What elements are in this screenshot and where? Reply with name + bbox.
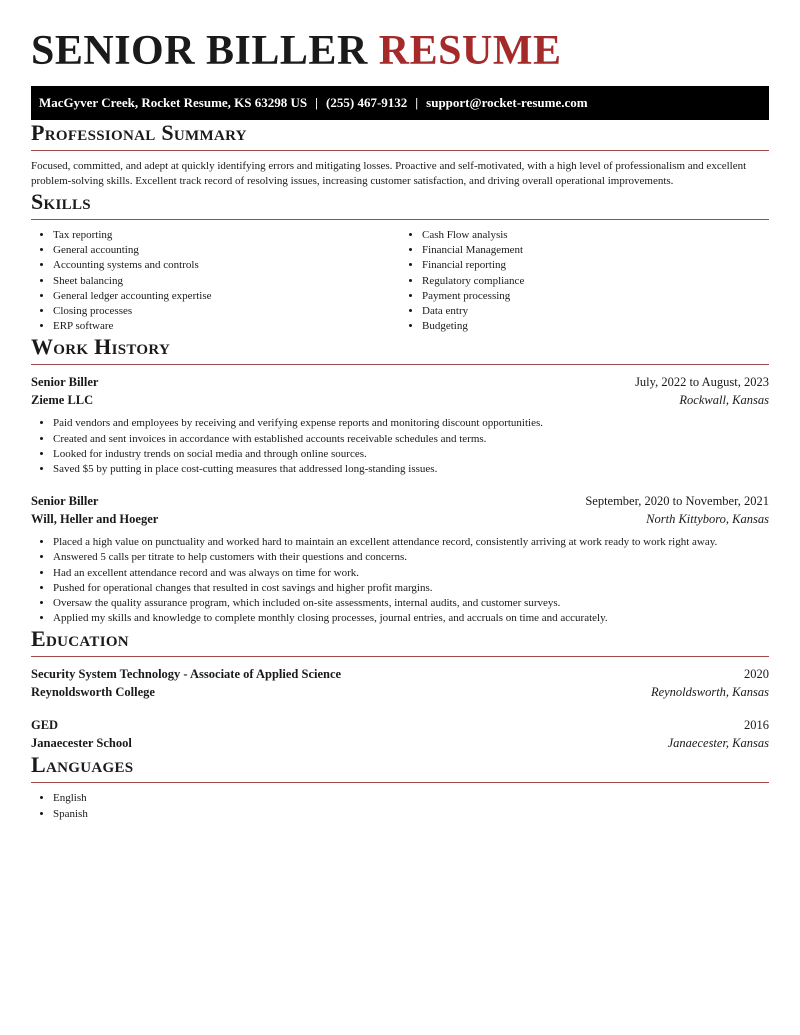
education-location: Reynoldsworth, Kansas: [650, 685, 769, 700]
skills-columns: [31, 228, 769, 334]
job-location: Rockwall, Kansas: [679, 393, 769, 408]
education-school: Reynoldsworth College: [31, 685, 155, 700]
skill-item: • Accounting systems and controls: [53, 258, 400, 273]
education-degree: Security System Technology - Associate of Applied Science: [31, 667, 342, 682]
job-entry: [31, 373, 769, 477]
job-title: Senior Biller: [31, 375, 99, 390]
skill-item: • Financial reporting: [422, 258, 769, 273]
job-bullet: • Had an excellent attendance record and was always on time for work.: [53, 566, 769, 581]
job-entry: [31, 492, 769, 626]
job-location: North Kittyboro, Kansas: [646, 512, 769, 527]
education-year: 2020: [744, 667, 769, 682]
skill-item: • Closing processes: [53, 304, 400, 319]
job-title: Senior Biller: [31, 494, 99, 509]
contact-bar: [31, 86, 769, 120]
job-dates: September, 2020 to November, 2021: [585, 494, 769, 509]
job-bullet: • Answered 5 calls per titrate to help customers with their questions and concerns.: [53, 550, 769, 565]
education-entry: [31, 716, 769, 752]
job-company: Will, Heller and Hoeger: [31, 512, 159, 527]
education-heading: Education: [31, 626, 769, 657]
contact-separator: |: [315, 95, 319, 110]
resume-title: [31, 0, 769, 86]
title-accent: RESUME: [378, 28, 562, 74]
work-history-heading: Work History: [31, 334, 769, 365]
contact-separator: |: [415, 95, 419, 110]
job-bullets: [31, 416, 769, 477]
contact-phone: (255) 467-9132: [326, 95, 408, 110]
education-year: 2016: [744, 718, 769, 733]
job-bullets: [31, 535, 769, 626]
languages-list: [31, 791, 769, 821]
skill-item: • ERP software: [53, 319, 400, 334]
skill-item: • Tax reporting: [53, 228, 400, 243]
summary-heading: Professional Summary: [31, 120, 769, 151]
job-bullet: • Applied my skills and knowledge to complete monthly closing processes, journal entries, and accruals on time and accurately.: [53, 611, 769, 626]
job-company: Zieme LLC: [31, 393, 94, 408]
languages-heading: Languages: [31, 752, 769, 783]
job-bullet: • Looked for industry trends on social media and through online sources.: [53, 447, 769, 462]
skill-item: • Data entry: [422, 304, 769, 319]
job-bullet: • Pushed for operational changes that resulted in cost savings and higher profit margins.: [53, 581, 769, 596]
education-school: Janaecester School: [31, 736, 132, 751]
education-entry: [31, 665, 769, 701]
job-bullet: • Created and sent invoices in accordance with established accounts receivable schedules and terms.: [53, 432, 769, 447]
job-bullet: • Oversaw the quality assurance program, which included on-site assessments, internal audits, and customer surveys.: [53, 596, 769, 611]
summary-text: Focused, committed, and adept at quickly identifying errors and mitigating losses. Proactive and self-motivated, with a high level of professionalism and excellent problem-solving skills. Excellent track record of resolving issues, increasing customer satisfaction, and driving overall operational improvements.: [31, 160, 747, 187]
skill-item: • Budgeting: [422, 319, 769, 334]
job-bullet: • Placed a high value on punctuality and worked hard to maintain an excellent attendance record, consistently arriving at work ready to work right away.: [53, 535, 769, 550]
skill-item: • General ledger accounting expertise: [53, 289, 400, 304]
skills-left-list: [31, 228, 400, 334]
skill-item: • Sheet balancing: [53, 274, 400, 289]
skill-item: • Financial Management: [422, 243, 769, 258]
language-item: • Spanish: [53, 807, 769, 822]
skill-item: • Cash Flow analysis: [422, 228, 769, 243]
language-item: • English: [53, 791, 769, 806]
contact-address: MacGyver Creek, Rocket Resume, KS 63298 US: [39, 95, 308, 110]
job-bullet: • Saved $5 by putting in place cost-cutting measures that addressed long-standing issues.: [53, 462, 769, 477]
skills-heading: Skills: [31, 189, 769, 220]
education-degree: GED: [31, 718, 59, 733]
title-main: SENIOR BILLER: [31, 28, 368, 74]
skills-right-list: [400, 228, 769, 334]
education-location: Janaecester, Kansas: [667, 736, 769, 751]
job-bullet: • Paid vendors and employees by receiving and verifying expense reports and monitoring discount opportunities.: [53, 416, 769, 431]
skill-item: • Payment processing: [422, 289, 769, 304]
job-dates: July, 2022 to August, 2023: [635, 375, 769, 390]
skill-item: • General accounting: [53, 243, 400, 258]
contact-email: support@rocket-resume.com: [426, 95, 588, 110]
skill-item: • Regulatory compliance: [422, 274, 769, 289]
